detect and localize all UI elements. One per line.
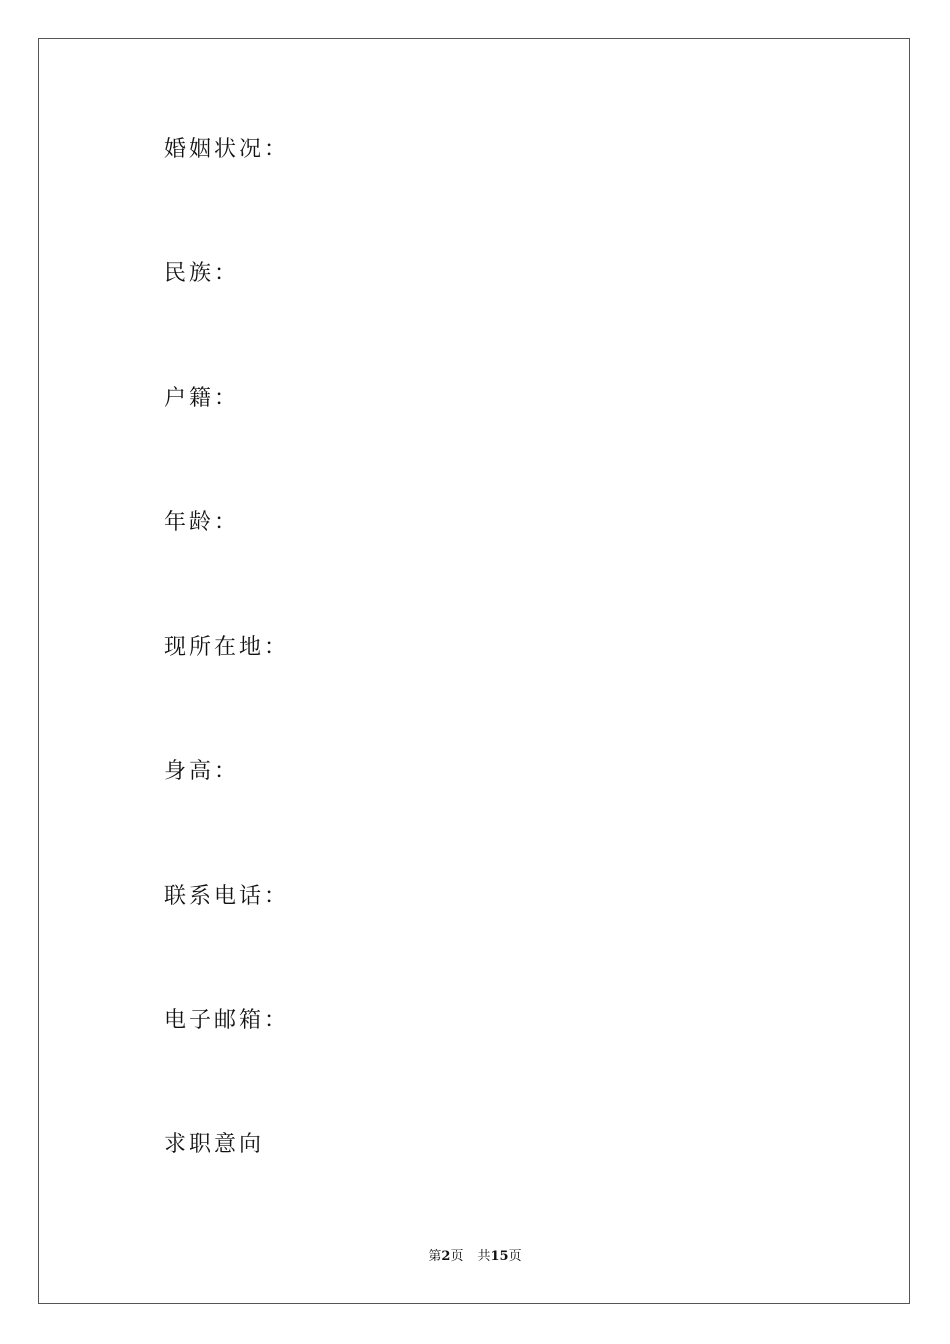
footer-total-suffix: 页	[508, 1249, 522, 1264]
total-pages-number: 15	[490, 1249, 509, 1264]
height-label: 身高：	[164, 759, 240, 784]
age-label: 年龄：	[164, 510, 240, 535]
page-footer	[0, 1248, 950, 1266]
current-location-label: 现所在地：	[164, 635, 290, 660]
phone-label: 联系电话：	[164, 884, 290, 909]
footer-prefix: 第	[428, 1249, 442, 1264]
marital-status-label: 婚姻状况：	[164, 137, 290, 162]
current-page-number: 2	[441, 1249, 451, 1264]
household-registration-label: 户籍：	[164, 386, 240, 411]
job-intention-heading: 求职意向	[164, 1132, 265, 1157]
page-border	[38, 38, 910, 1304]
footer-total-prefix: 共	[477, 1249, 491, 1264]
footer-page-word: 页	[450, 1249, 464, 1264]
ethnicity-label: 民族：	[164, 261, 240, 286]
email-label: 电子邮箱：	[164, 1008, 290, 1033]
